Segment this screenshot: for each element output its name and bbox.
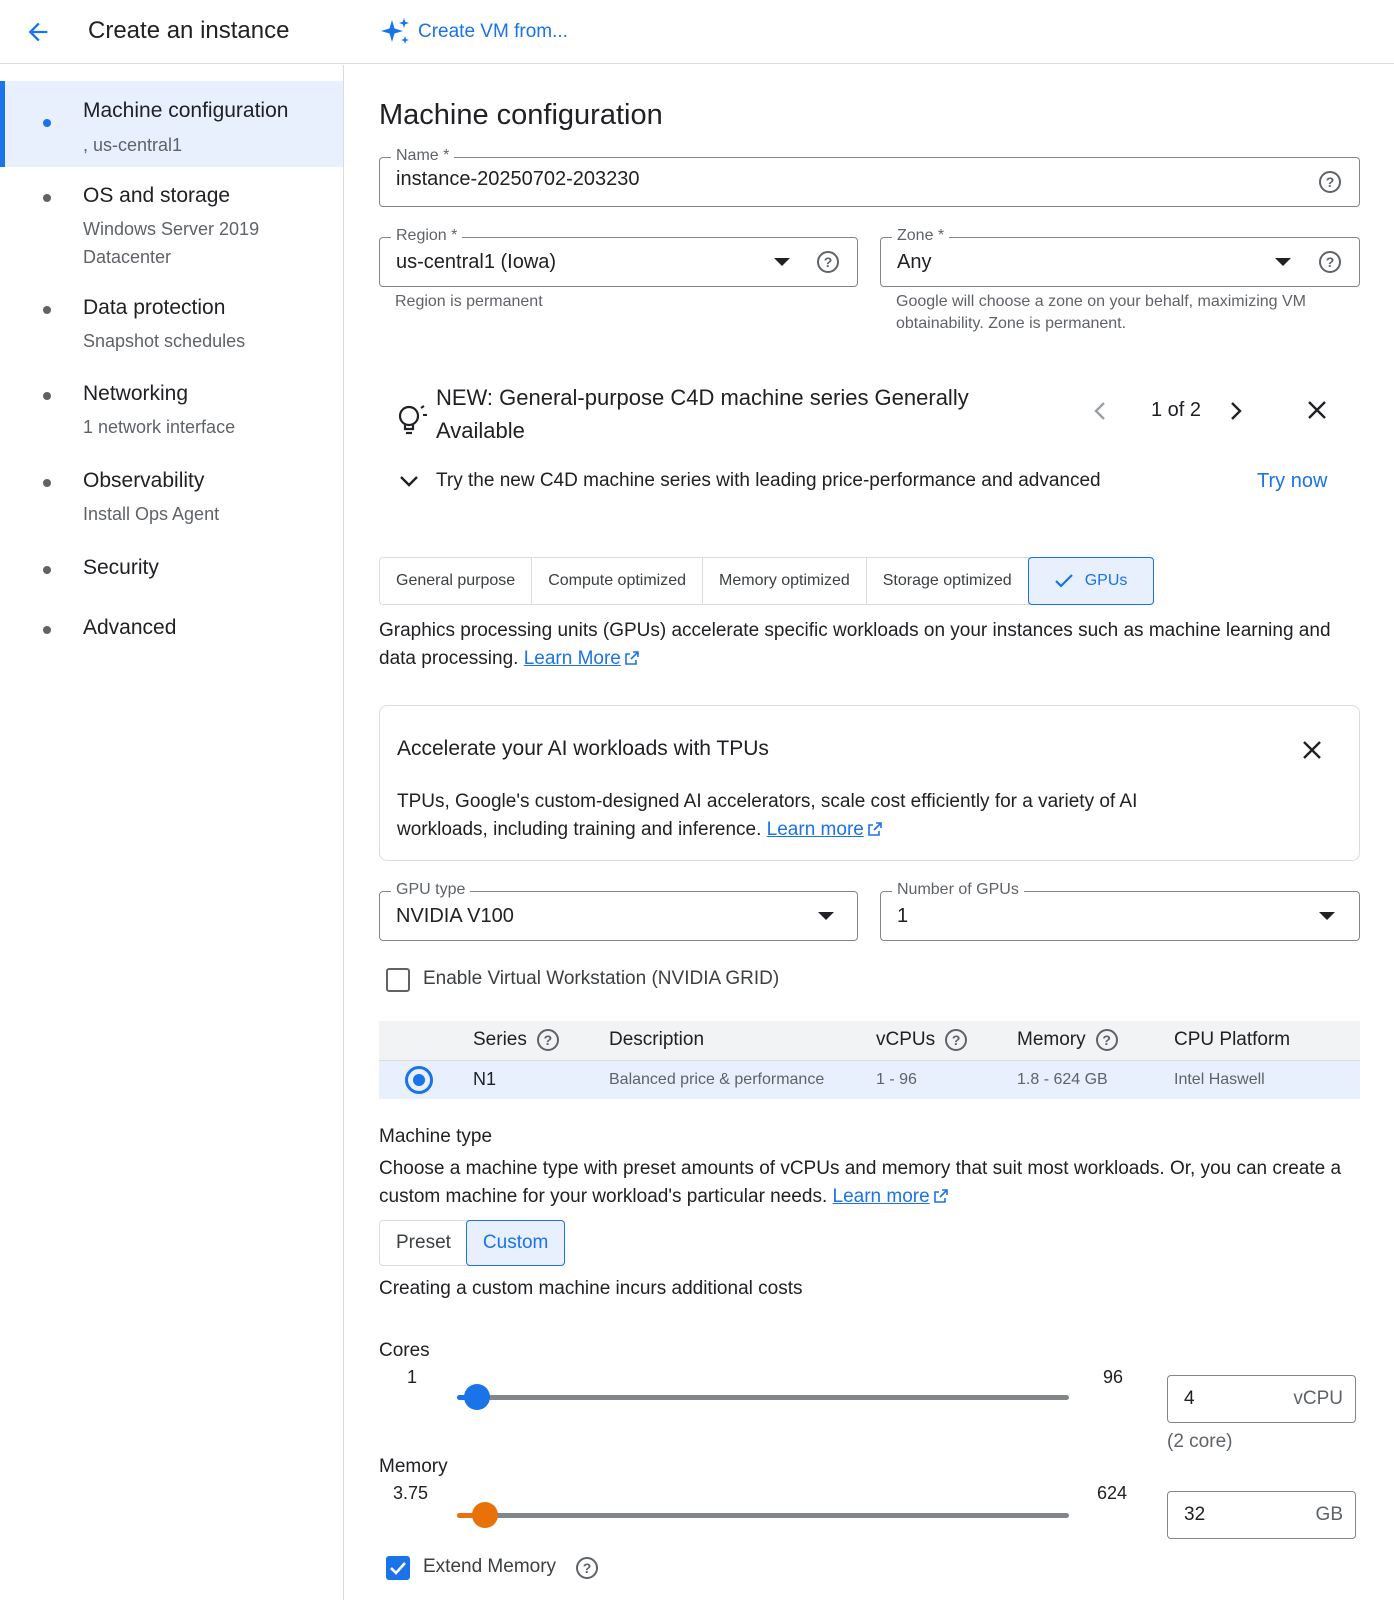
custom-button[interactable]: Custom bbox=[466, 1220, 565, 1266]
table-row[interactable] bbox=[379, 1060, 1360, 1099]
memory-max: 624 bbox=[1097, 1483, 1128, 1503]
memory-unit: GB bbox=[1315, 1504, 1343, 1525]
sidebar-item-data-protection[interactable] bbox=[0, 287, 343, 367]
bullet-icon bbox=[43, 194, 51, 202]
virtual-workstation-checkbox[interactable] bbox=[386, 968, 410, 992]
cores-slider[interactable] bbox=[457, 1395, 1069, 1400]
sidebar-item-security[interactable] bbox=[0, 547, 343, 597]
sidebar-item-observability[interactable] bbox=[0, 460, 343, 540]
gpu-type-label: GPU type bbox=[391, 881, 470, 899]
memory-label: Memory bbox=[379, 1456, 448, 1477]
machine-type-description-text: Choose a machine type with preset amounts of vCPUs and memory that suit most workloads. Or, you can create a custom machine for your workload's particular needs. bbox=[379, 1158, 1342, 1207]
sparkle-icon bbox=[380, 16, 412, 48]
tpu-banner-text bbox=[397, 788, 1177, 844]
close-icon[interactable] bbox=[1300, 738, 1324, 767]
sidebar-item-os-and-storage[interactable] bbox=[0, 167, 343, 277]
gpu-description-text: Graphics processing units (GPUs) accelerate specific workloads on your instances such as machine learning and data processing. bbox=[379, 620, 1331, 669]
zone-hint: Google will choose a zone on your behalf, maximizing VM obtainability. Zone is permanent. bbox=[896, 293, 1306, 332]
help-icon[interactable]: ? bbox=[945, 1029, 967, 1051]
name-label: Name * bbox=[391, 147, 454, 165]
region-hint: Region is permanent bbox=[395, 293, 543, 310]
series-header-label: Series bbox=[473, 1029, 527, 1050]
name-field[interactable] bbox=[379, 147, 1360, 207]
zone-select[interactable] bbox=[880, 227, 1360, 287]
machine-type-description bbox=[379, 1155, 1364, 1211]
name-input[interactable] bbox=[396, 168, 1179, 191]
sidebar-item-sub: Windows Server 2019 Datacenter bbox=[83, 219, 260, 267]
memory-value: 32 bbox=[1184, 1504, 1206, 1525]
memory-input[interactable] bbox=[1167, 1491, 1356, 1539]
cores-input[interactable] bbox=[1167, 1375, 1356, 1423]
tpu-banner bbox=[379, 705, 1360, 861]
cores-label: Cores bbox=[379, 1340, 430, 1361]
sidebar-item-sub: 1 network interface bbox=[83, 417, 236, 437]
preset-button[interactable]: Preset bbox=[396, 1232, 451, 1253]
sidebar-item-machine-configuration[interactable] bbox=[0, 81, 343, 167]
zone-label: Zone * bbox=[892, 227, 949, 245]
region-select[interactable] bbox=[379, 227, 858, 287]
external-link-icon bbox=[624, 650, 640, 666]
lightbulb-icon bbox=[395, 403, 429, 444]
dropdown-arrow-icon[interactable] bbox=[818, 912, 834, 920]
gpu-description bbox=[379, 617, 1364, 673]
sidebar-item-label: Advanced bbox=[83, 616, 177, 639]
try-now-button[interactable]: Try now bbox=[1257, 470, 1328, 492]
memory-cell: 1.8 - 624 GB bbox=[1017, 1071, 1108, 1088]
gpu-type-select[interactable] bbox=[379, 881, 858, 941]
external-link-icon bbox=[867, 821, 883, 837]
bullet-icon bbox=[43, 566, 51, 574]
back-arrow-icon[interactable] bbox=[22, 16, 54, 48]
cores-note: (2 core) bbox=[1167, 1431, 1233, 1452]
region-value: us-central1 (Iowa) bbox=[396, 251, 557, 273]
extend-memory-label: Extend Memory bbox=[423, 1556, 557, 1577]
check-icon bbox=[388, 1558, 408, 1578]
sidebar-item-label: Observability bbox=[83, 469, 205, 492]
help-icon[interactable]: ? bbox=[1319, 251, 1341, 273]
cores-unit: vCPU bbox=[1293, 1388, 1343, 1409]
sidebar-nav bbox=[0, 65, 344, 1600]
memory-slider[interactable] bbox=[457, 1513, 1069, 1518]
dropdown-arrow-icon[interactable] bbox=[774, 258, 790, 266]
memory-header-label: Memory bbox=[1017, 1029, 1086, 1050]
promo-count: 1 of 2 bbox=[1151, 399, 1202, 421]
create-vm-from-button[interactable] bbox=[380, 16, 568, 48]
cores-min: 1 bbox=[407, 1367, 418, 1387]
page-title: Create an instance bbox=[88, 17, 290, 44]
chevron-right-icon[interactable] bbox=[1225, 399, 1247, 428]
memory-column-header bbox=[1017, 1029, 1118, 1051]
tab-gpus[interactable] bbox=[1028, 557, 1155, 605]
memory-slider-thumb[interactable] bbox=[472, 1502, 498, 1528]
gpu-type-value: NVIDIA V100 bbox=[396, 905, 514, 927]
tab-gpus-label: GPUs bbox=[1084, 572, 1128, 589]
tab-storage-optimized[interactable]: Storage optimized bbox=[867, 558, 1029, 604]
series-radio-selected[interactable] bbox=[405, 1066, 433, 1094]
sidebar-item-label: OS and storage bbox=[83, 184, 231, 207]
tab-compute-optimized[interactable]: Compute optimized bbox=[532, 558, 703, 604]
sidebar-item-networking[interactable] bbox=[0, 373, 343, 453]
promo-text: Try the new C4D machine series with leading price-performance and advanced bbox=[436, 470, 1101, 491]
top-bar bbox=[0, 0, 1394, 64]
sidebar-item-sub: Snapshot schedules bbox=[83, 331, 246, 351]
number-of-gpus-select[interactable] bbox=[880, 881, 1360, 941]
chevron-down-icon[interactable] bbox=[397, 472, 421, 497]
bullet-icon bbox=[43, 119, 51, 127]
custom-cost-note: Creating a custom machine incurs additional costs bbox=[379, 1278, 803, 1299]
cores-value: 4 bbox=[1184, 1388, 1195, 1409]
external-link-icon bbox=[933, 1188, 949, 1204]
description-column-header: Description bbox=[609, 1029, 705, 1050]
vcpus-column-header bbox=[876, 1029, 967, 1051]
sidebar-item-label: Data protection bbox=[83, 296, 226, 319]
memory-min: 3.75 bbox=[393, 1483, 429, 1503]
bullet-icon bbox=[43, 479, 51, 487]
chevron-left-icon[interactable] bbox=[1089, 399, 1111, 428]
promo-title: NEW: General-purpose C4D machine series Generally Available bbox=[436, 385, 969, 443]
cpu-platform-cell: Intel Haswell bbox=[1174, 1071, 1265, 1088]
dropdown-arrow-icon[interactable] bbox=[1275, 258, 1291, 266]
tpu-learn-more-link[interactable]: Learn more bbox=[766, 819, 864, 840]
gpu-learn-more-link[interactable]: Learn More bbox=[523, 648, 621, 669]
virtual-workstation-label: Enable Virtual Workstation (NVIDIA GRID) bbox=[423, 968, 780, 989]
region-label: Region * bbox=[391, 227, 462, 245]
sidebar-item-sub: , us-central1 bbox=[83, 135, 183, 155]
bullet-icon bbox=[43, 626, 51, 634]
close-icon[interactable] bbox=[1305, 398, 1329, 427]
create-vm-from-label: Create VM from... bbox=[418, 21, 568, 42]
cpu-platform-column-header: CPU Platform bbox=[1174, 1029, 1291, 1050]
tpu-banner-body: TPUs, Google's custom-designed AI accelerators, scale cost efficiently for a variety of AI workloads, including training and inference. bbox=[397, 791, 1138, 840]
machine-type-toggle bbox=[379, 1220, 565, 1266]
machine-family-tabs bbox=[379, 557, 1154, 605]
sidebar-item-label: Networking bbox=[83, 382, 189, 405]
series-column-header bbox=[473, 1029, 559, 1051]
help-icon[interactable]: ? bbox=[817, 251, 839, 273]
help-icon[interactable]: ? bbox=[576, 1557, 598, 1579]
check-icon bbox=[1055, 574, 1073, 588]
extend-memory-checkbox[interactable] bbox=[386, 1556, 410, 1580]
vcpus-cell: 1 - 96 bbox=[876, 1071, 917, 1088]
description-cell: Balanced price & performance bbox=[609, 1071, 825, 1088]
series-table-header bbox=[379, 1021, 1360, 1060]
sidebar-item-label: Machine configuration bbox=[83, 99, 289, 122]
zone-value: Any bbox=[897, 251, 932, 273]
cores-slider-thumb[interactable] bbox=[464, 1384, 490, 1410]
cores-max: 96 bbox=[1103, 1367, 1124, 1387]
tab-general-purpose[interactable]: General purpose bbox=[380, 558, 532, 604]
sidebar-item-label: Security bbox=[83, 556, 159, 579]
number-of-gpus-value: 1 bbox=[897, 905, 909, 927]
machine-type-learn-more-link[interactable]: Learn more bbox=[832, 1186, 930, 1207]
bullet-icon bbox=[43, 392, 51, 400]
tpu-banner-title: Accelerate your AI workloads with TPUs bbox=[397, 737, 769, 760]
machine-type-heading: Machine type bbox=[379, 1126, 493, 1147]
tab-memory-optimized[interactable]: Memory optimized bbox=[703, 558, 867, 604]
number-of-gpus-label: Number of GPUs bbox=[892, 881, 1024, 899]
help-icon[interactable]: ? bbox=[1319, 171, 1341, 193]
sidebar-item-advanced[interactable] bbox=[0, 607, 343, 657]
vcpus-header-label: vCPUs bbox=[876, 1029, 936, 1050]
dropdown-arrow-icon[interactable] bbox=[1319, 912, 1335, 920]
help-icon[interactable]: ? bbox=[537, 1029, 559, 1051]
section-title: Machine configuration bbox=[379, 99, 663, 131]
help-icon[interactable]: ? bbox=[1096, 1029, 1118, 1051]
sidebar-item-sub: Install Ops Agent bbox=[83, 504, 220, 524]
bullet-icon bbox=[43, 306, 51, 314]
series-cell: N1 bbox=[473, 1069, 497, 1089]
